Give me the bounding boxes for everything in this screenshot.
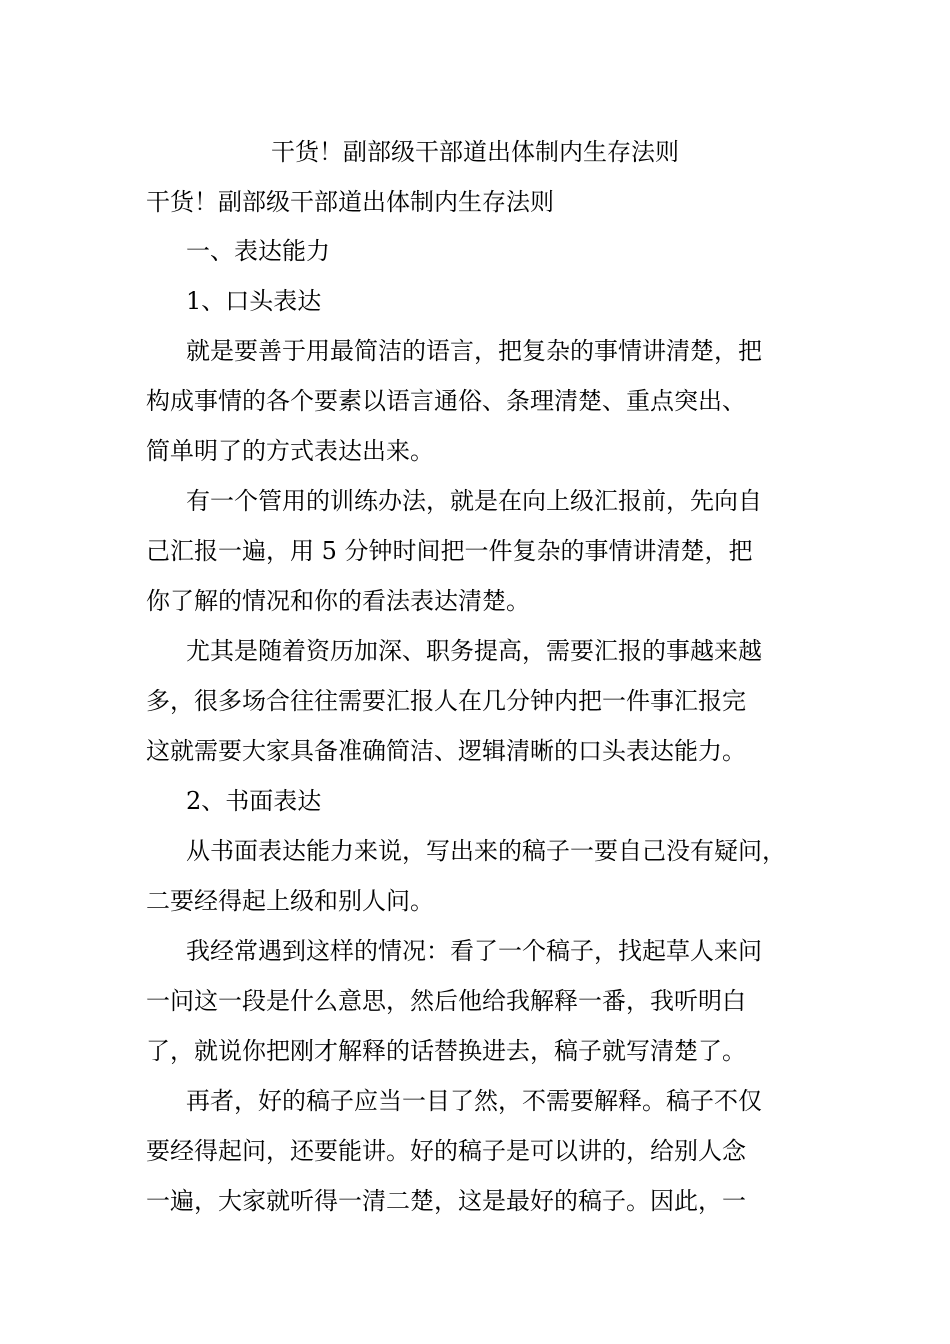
paragraph-line: 构成事情的各个要素以语言通俗、条理清楚、重点突出、 [146,387,746,415]
paragraph-line: 己汇报一遍，用 5 分钟时间把一件复杂的事情讲清楚，把 [146,537,753,565]
paragraph-line: 二要经得起上级和别人问。 [146,887,434,915]
subsection-heading: 2、书面表达 [186,787,322,815]
paragraph-line: 简单明了的方式表达出来。 [146,437,434,465]
paragraph-line: 有一个管用的训练办法，就是在向上级汇报前，先向自 [186,487,762,515]
paragraph-line: 我经常遇到这样的情况：看了一个稿子，找起草人来问 [186,937,762,965]
document-title: 干货！副部级干部道出体制内生存法则 [271,138,679,166]
paragraph-line: 从书面表达能力来说，写出来的稿子一要自己没有疑问， [186,837,786,865]
paragraph-line: 一遍，大家就听得一清二楚，这是最好的稿子。因此，一 [146,1187,746,1215]
paragraph-line: 你了解的情况和你的看法表达清楚。 [146,587,530,615]
paragraph-line: 再者，好的稿子应当一目了然，不需要解释。稿子不仅 [186,1087,762,1115]
paragraph-line: 就是要善于用最简洁的语言，把复杂的事情讲清楚，把 [186,337,762,365]
paragraph-line: 多，很多场合往往需要汇报人在几分钟内把一件事汇报完 [146,687,746,715]
paragraph-line: 尤其是随着资历加深、职务提高，需要汇报的事越来越 [186,637,762,665]
paragraph-line: 一问这一段是什么意思，然后他给我解释一番，我听明白 [146,987,746,1015]
paragraph-line: 了，就说你把刚才解释的话替换进去，稿子就写清楚了。 [146,1037,746,1065]
document-subtitle: 干货！副部级干部道出体制内生存法则 [146,188,554,216]
subsection-heading: 1、口头表达 [186,287,322,315]
paragraph-line: 这就需要大家具备准确简洁、逻辑清晰的口头表达能力。 [146,737,746,765]
paragraph-line: 要经得起问，还要能讲。好的稿子是可以讲的，给别人念 [146,1137,746,1165]
section-heading: 一、表达能力 [186,237,330,265]
